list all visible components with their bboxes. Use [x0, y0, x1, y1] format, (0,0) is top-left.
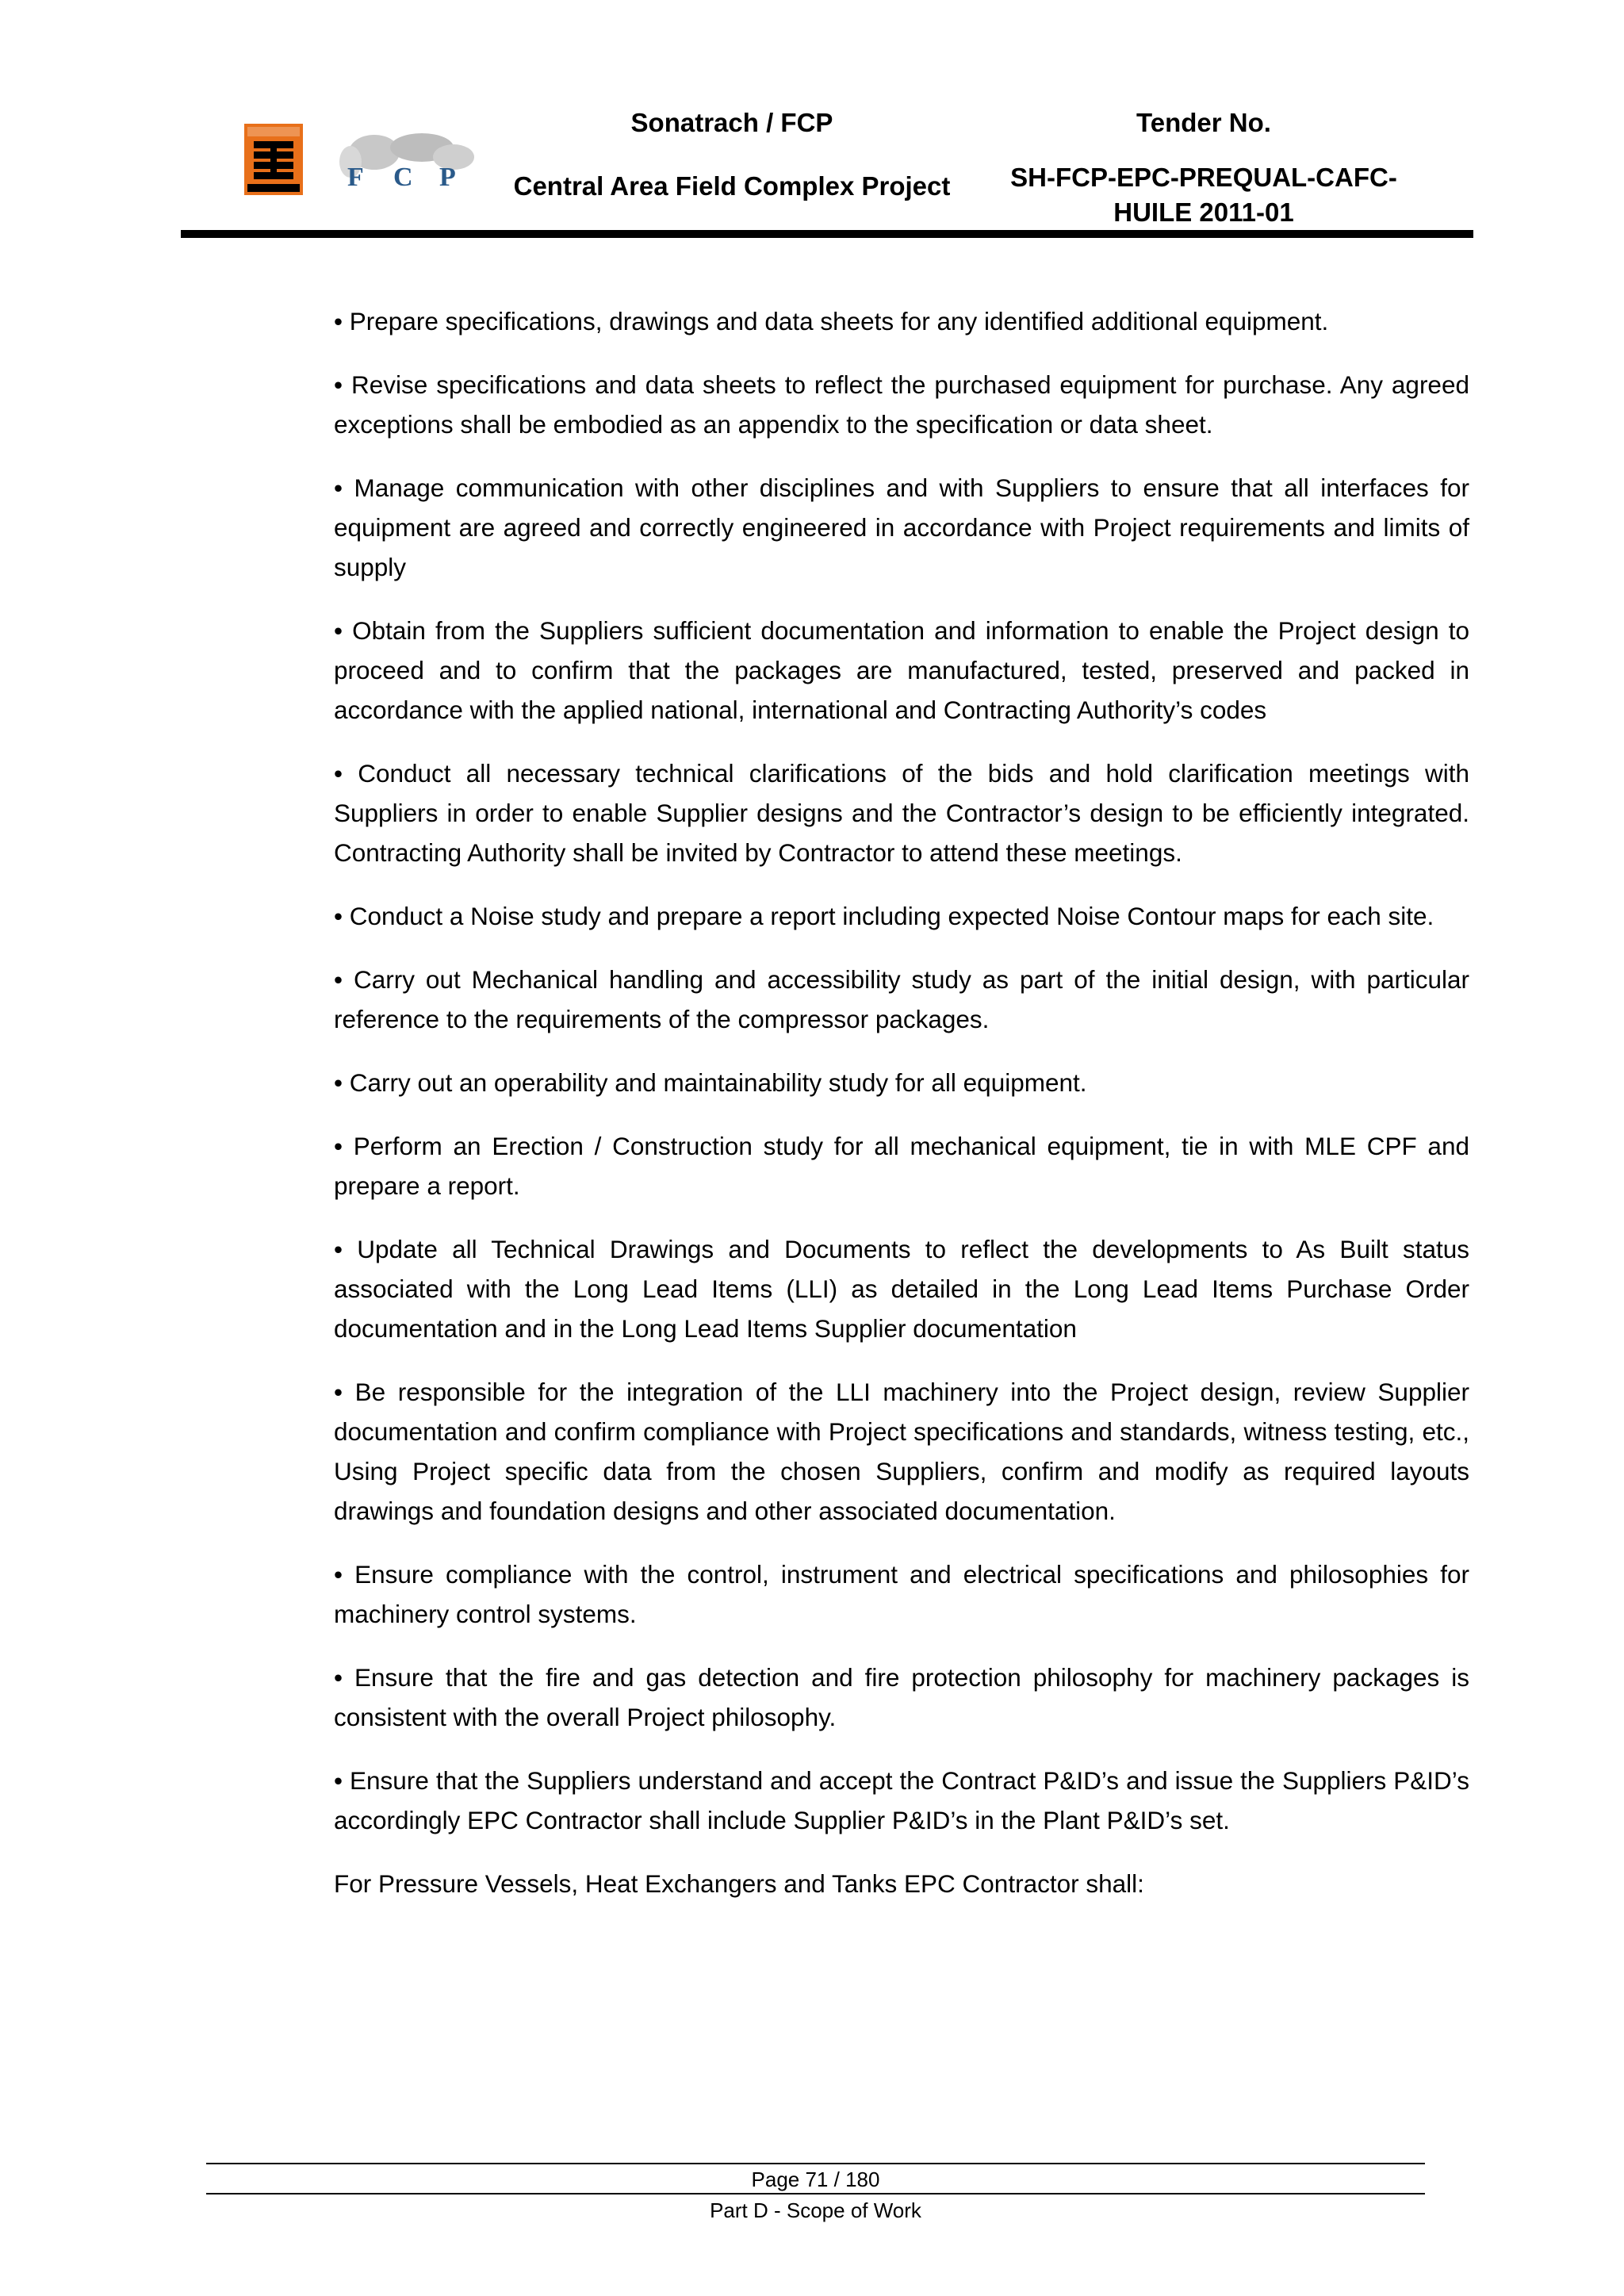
paragraph: • Carry out an operability and maintainability study for all equipment. [334, 1068, 1087, 1097]
fcp-logo-icon [327, 130, 482, 194]
paragraph: • Ensure compliance with the control, instrument and electrical specifications and philosophies for machinery control systems. [334, 1560, 1469, 1628]
header-company: Sonatrach / FCP [630, 108, 833, 137]
paragraph: • Ensure that the Suppliers understand and accept the Contract P&ID’s and issue the Suppliers P&ID’s accordingly EPC Contractor shall include Supplier P&ID’s in the Plant P&ID’s set. [334, 1766, 1469, 1834]
header-tender-label: Tender No. [1136, 108, 1271, 137]
svg-text:P: P [439, 163, 456, 192]
paragraph: • Carry out Mechanical handling and accessibility study as part of the initial design, with particular reference to the requirements of the compressor packages. [334, 965, 1469, 1033]
paragraph: • Update all Technical Drawings and Documents to reflect the developments to As Built status associated with the Long Lead Items (LLI) as detailed in the Long Lead Items Purchase Order documentation and in the Long Lead Items Supplier documentation [334, 1235, 1469, 1343]
paragraph: • Perform an Erection / Construction study for all mechanical equipment, tie in with MLE CPF and prepare a report. [334, 1132, 1469, 1200]
page-body [334, 301, 1469, 1927]
paragraph: • Prepare specifications, drawings and data sheets for any identified additional equipment. [334, 307, 1329, 335]
svg-text:C: C [393, 163, 413, 192]
sonatrach-logo-icon [244, 124, 303, 195]
header-rule [181, 230, 1473, 238]
paragraph: • Conduct a Noise study and prepare a report including expected Noise Contour maps for each site. [334, 902, 1434, 930]
paragraph: • Revise specifications and data sheets to reflect the purchased equipment for purchase. Any agreed exceptions shall be embodied as an appendix to the specification or data sheet. [334, 370, 1469, 439]
page-number: Page 71 / 180 [751, 2168, 880, 2191]
paragraph: • Manage communication with other disciplines and with Suppliers to ensure that all interfaces for equipment are agreed and correctly engineered in accordance with Project requirements and limits of supply [334, 473, 1469, 581]
footer-rule-bottom [206, 2193, 1425, 2194]
paragraph: • Conduct all necessary technical clarifications of the bids and hold clarification meetings with Suppliers in order to enable Supplier designs and the Contractor’s design to be efficiently integrated. Contracting Authority shall be invited by Contractor to attend these meetings. [334, 759, 1469, 867]
paragraph: For Pressure Vessels, Heat Exchangers and Tanks EPC Contractor shall: [334, 1869, 1144, 1898]
page-header [181, 95, 1473, 238]
footer-rule-top [206, 2163, 1425, 2164]
svg-text:F: F [347, 163, 364, 192]
header-project: Central Area Field Complex Project [513, 171, 951, 201]
paragraph: • Be responsible for the integration of the LLI machinery into the Project design, review Supplier documentation and confirm compliance with Project specifications and standards, witness testing, etc., Using Project specific data from the chosen Suppliers, confirm and modify as required layouts drawings and foundation designs and other associated documentation. [334, 1378, 1469, 1525]
paragraph: • Obtain from the Suppliers sufficient documentation and information to enable the Project design to proceed and to confirm that the packages are manufactured, tested, preserved and packed in accordance with the applied national, international and Contracting Authority’s codes [334, 616, 1469, 724]
header-tender-number: SH-FCP-EPC-PREQUAL-CAFC- HUILE 2011-01 [1010, 163, 1397, 227]
footer-section: Part D - Scope of Work [710, 2198, 921, 2222]
paragraph: • Ensure that the fire and gas detection and fire protection philosophy for machinery packages is consistent with the overall Project philosophy. [334, 1663, 1469, 1731]
